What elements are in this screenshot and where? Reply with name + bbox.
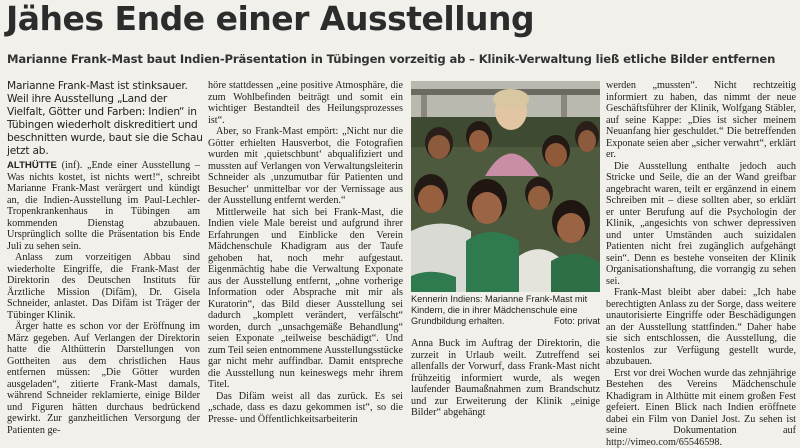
paragraph: Die Ausstellung enthalte jedoch auch Stricke und Seile, die an der Wand greifbar angebracht waren, teilt er ergänzend in einem Schreiben mit – diese sollten aber, so erklärt er unter Berufung auf die Psychologin der Klinik, „angesichts von schwer depressiven und unter Umständen auch suizidalen Patienten nicht frei zugänglich aufgehängt sein“. Denn es bestehe vonseiten der Klinik Organisationshaftung, die vorrangig zu sehen sei. (606, 161, 796, 288)
dateline: ALTHÜTTE (7, 160, 57, 171)
article-column-4 (606, 80, 796, 448)
lead-paragraph: Marianne Frank-Mast ist stinksauer. Weil ihre Ausstellung „Land der Vielfalt, Götter und Farben: Indien“ in Tübingen wiederholt diskreditiert und beschnitten wurde, baut sie die Schau jetzt ab. (7, 80, 205, 158)
photo-illustration (411, 81, 600, 292)
paragraph: Frank-Mast bleibt aber dabei: „Ich habe berechtigten Anlass zu der Sorge, dass weitere unautorisierte Eingriffe oder Beschädigungen an der Ausstellung stattfinden.“ Daher habe sie sich entschlossen, die Ausstellung, die kostenlos zur Verfügung gestellt wurde, abzubauen. (606, 287, 796, 368)
article-column-2 (208, 80, 403, 425)
paragraph: werden „mussten“. Nicht rechtzeitig informiert zu haben, das nimmt der neue Geschäftsführer der Klinik, Wolfgang Stäbler, auf seine Kappe: „Dies ist sicher meinem Neuanfang hier geschuldet.“ Die betreffenden Exponate seien aber „sicher verwahrt“, erklärt er. (606, 80, 796, 161)
paragraph: ALTHÜTTE (inf). „Ende einer Ausstellung – Was nichts kostet, ist nichts wert!“, schreibt Marianne Frank-Mast verärgert und kündigt an, die Indien-Ausstellung im Paul-Lechler-Tropenkrankenhaus in Tübingen am kommenden Dienstag abzubauen. Ursprünglich sollte die Präsentation bis Ende Juli zu sehen sein. (7, 160, 200, 252)
paragraph: Ärger hatte es schon vor der Eröffnung im März gegeben. Auf Verlangen der Direktorin hatte die Althütterin Darstellungen von Gottheiten aus dem christlichen Haus entfernen müssen: „Die Götter wurden ausgeladen“, zitierte Frank-Mast damals, während Schneider reklamierte, einige Bilder und Figuren hätten durchaus bedrückend gewirkt. Zur ganzheitlichen Versorgung der Patienten ge- (7, 321, 200, 436)
paragraph: Aber, so Frank-Mast empört: „Nicht nur die Götter erhielten Hausverbot, die Fotografien wurden mit ‚quietschbunt‘ abqualifiziert und mussten auf Verlangen von Verwaltungsleiterin Schneider als ‚unzumutbar für Patienten und Besucher‘ unmittelbar vor der Vernissage aus der Ausstellung entfernt werden.“ (208, 126, 403, 207)
article-column-1 (7, 160, 200, 436)
paragraph: Anlass zum vorzeitigen Abbau sind wiederholte Eingriffe, die Frank-Mast der Direktorin des Deutschen Instituts für Ärztliche Mission (Difäm), Dr. Gisela Schneider, anlastet. Das Difäm ist Träger der Tübinger Klinik. (7, 252, 200, 321)
subheadline: Marianne Frank-Mast baut Indien-Präsentation in Tübingen vorzeitig ab – Klinik-Verwaltung ließ etliche Bilder entfernen (7, 52, 797, 66)
photo-caption: Kennerin Indiens: Marianne Frank-Mast mit Kindern, die in ihrer Mädchenschule eine Grundbildung erhalten. Foto: privat (411, 294, 600, 327)
paragraph: höre stattdessen „eine positive Atmosphäre, die zum Wohlbefinden beiträgt und somit ein wichtiger Bestandteil des Heilungsprozesses ist“. (208, 80, 403, 126)
paragraph: Das Difäm weist all das zurück. Es sei „schade, dass es dazu gekommen ist“, so die Presse- und Öffentlichkeitsarbeiterin (208, 391, 403, 426)
paragraph: Anna Buck im Auftrag der Direktorin, die zurzeit in Urlaub weilt. Zutreffend sei allenfalls der Vorwurf, dass Frank-Mast nicht frühzeitig informiert wurde, als wegen laufender Baumaßnahmen zum Brandschutz und zur Erweiterung der Klinik „einige Bilder“ abgehängt (411, 338, 600, 419)
photo-credit: Foto: privat (554, 316, 600, 327)
paragraph: Mittlerweile hat sich bei Frank-Mast, die Indien viele Male bereist und aufgrund ihrer Erfahrungen und Einblicke den Verein Mädchenschule Khadigram aus der Taufe gehoben hat, noch mehr aufgestaut. Eigenmächtig habe die Verwaltung Exponate aus der Ausstellung entfernt, „ohne vorherige Information oder Absprache mit mir als Kuratorin“, das Bild dieser Ausstellung sei dadurch „komplett verändert, verfälscht“ worden, durch „unsachgemäße Behandlung“ seien Exponate „teilweise beschädigt“. Und zum Teil seien entnommene Ausstellungsstücke gar nicht mehr auffindbar. Damit entspreche die Ausstellung nun keineswegs mehr ihrem Titel. (208, 207, 403, 391)
article-photo (411, 81, 600, 292)
article-column-3 (411, 338, 600, 419)
headline: Jähes Ende einer Ausstellung (6, 0, 796, 39)
paragraph: Erst vor drei Wochen wurde das zehnjährige Bestehen des Vereins Mädchenschule Khadigram in Althütte mit einem großen Fest gefeiert. Einen Blick nach Indien eröffnete dabei ein Film von Daniel Jost. Zu sehen ist seine Dokumentation auf http://vimeo.com/65546598. (606, 368, 796, 448)
